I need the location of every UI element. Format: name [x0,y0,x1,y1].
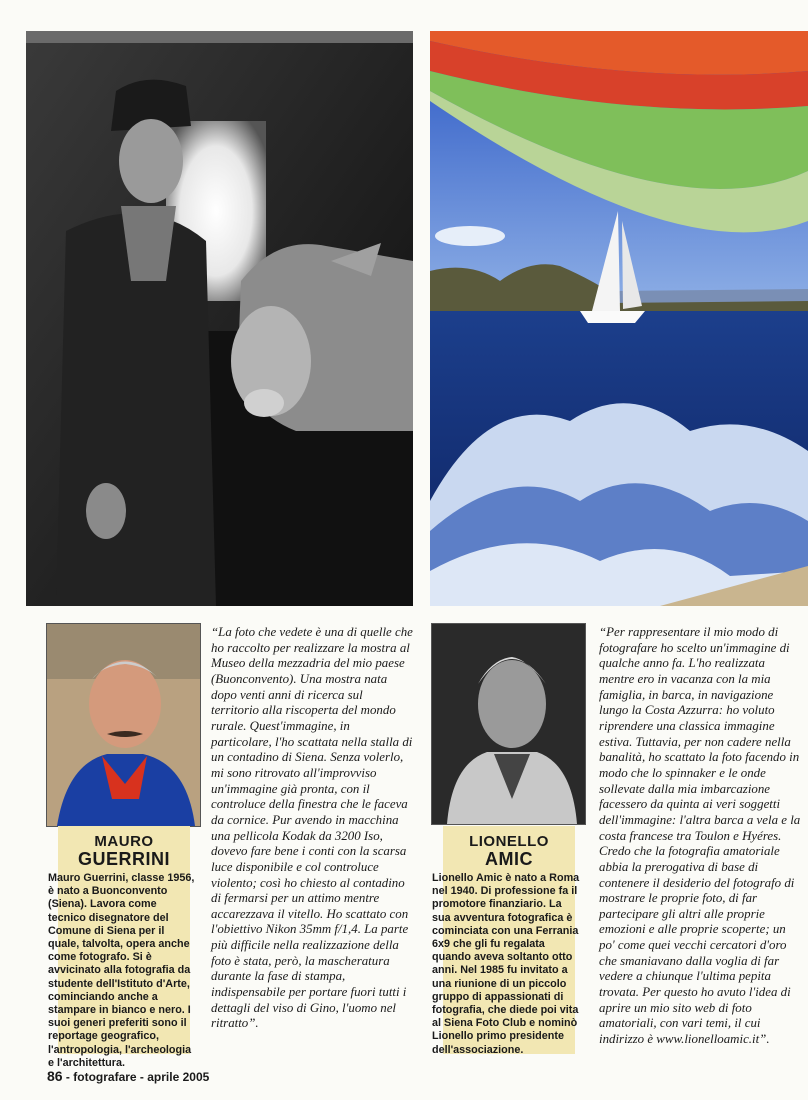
bio-text: Lionello Amic è nato a Roma nel 1940. Di professione fa il promotore finanziario. La sua avventura fotografica è cominciata con una Ferrania 6x9 che gli fu regalata quando aveva soltanto otto anni. Nel 1985 fu invitato a una riunione di un piccolo gruppo di appassionati di fotografia, che diede poi vita al Siena Foto Club e nominò Lionello primo presidente dell'associazione. [432,872,580,1056]
first-name: LIONELLO [469,833,549,850]
magazine-issue: - fotografare - aprile 2005 [65,1070,210,1084]
page-number: 86 [47,1068,63,1084]
last-name: AMIC [485,848,533,869]
photographer-name [443,834,575,869]
first-name: MAURO [94,833,154,850]
mauro-guerrini-portrait [46,623,201,827]
sailboat-photo [430,31,808,606]
photographer-quote: “La foto che vedete è una di quelle che ho raccolto per realizzare la mostra al Museo della mezzadria del mio paese (Buonconvento). Una mostra nata dopo venti anni di ricerca sul territorio alla riscoperta del mondo rurale. Quest'immagine, in particolare, l'ho scattata nella stalla di un contadino di Siena. Senza volerlo, mi sono ritrovato all'improvviso un'immagine già pronta, con il controluce della finestra che le faceva da cornice. Pur avendo in macchina una pellicola Kodak da 3200 Iso, dovevo fare bene i conti con la scarsa luce disponibile e col controluce violento; così ho chiesto al contadino di fermarsi per un attimo mentre accarezzava il vitello. Ho scattato con l'obiettivo Nikon 35mm f/1,4. La parte più difficile nella realizzazione della foto è stata, però, la mascheratura durante la fase di stampa, indispensabile per portare fuori tutti i dettagli del viso di Gino, l'uomo nel ritratto”. [211,625,413,1031]
last-name: GUERRINI [77,848,170,869]
page-footer [47,1068,209,1084]
photographer-name [58,834,190,869]
lionello-amic-portrait [431,623,586,825]
bio-text: Mauro Guerrini, classe 1956, è nato a Buonconvento (Siena). Lavora come tecnico disegnatore del Comune di Siena per il quale, talvolta, opera anche come fotografo. Si è avvicinato alla fotografia da studente dell'Istituto d'Arte, cominciando anche a stampare in bianco e nero. I suoi generi preferiti sono il reportage geografico, l'antropologia, l'archeologia e l'architettura. [48,872,195,1069]
farmer-calf-photo [26,31,413,606]
photographer-quote: “Per rappresentare il mio modo di fotografare ho scelto un'immagine di qualche anno fa. L'ho realizzata mentre ero in vacanza con la mia famiglia, in barca, in navigazione lungo la Costa Azzurra: ho voluto riprendere una classica immagine estiva. Tuttavia, per non cadere nella banalità, ho scattato la foto facendo in modo che lo spinnaker e le onde sollevate dalla mia imbarcazione facessero da quinta ai veri soggetti dell'immagine: l'altra barca a vela e la costa francese tra Toulon e Hyéres. Credo che la fotografia amatoriale abbia la prerogativa di base di contenere il desiderio del fotografo di mostrare le proprie foto, di far partecipare gli altri alle proprie emozioni e alle proprie scoperte; un po' come quei vecchi cercatori d'oro che smaniavano dalla voglia di far vedere a chiunque l'ultima pepita trovata. Per questo ho avuto l'idea di aprire un mio sito web di foto amatoriali, con vari temi, il cui indirizzo è www.lionelloamic.it”. [599,625,801,1047]
